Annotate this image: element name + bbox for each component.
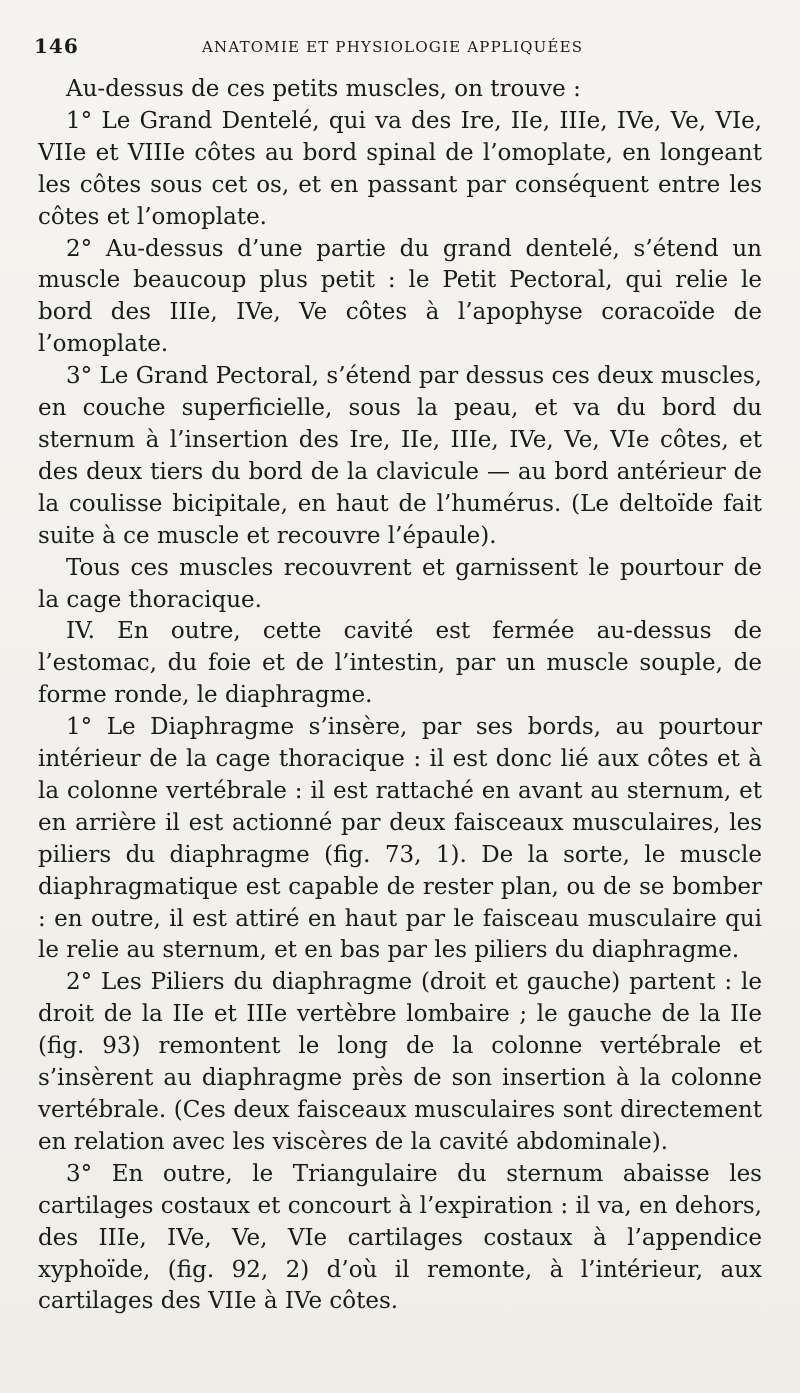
body-text	[38, 74, 762, 1318]
paragraph: 2° Au-dessus d’une partie du grand dentelé, s’étend un muscle beaucoup plus petit : le Petit Pectoral, qui relie le bord des IIIe, IVe, Ve côtes à l’apophyse coracoïde de l’omoplate.	[38, 235, 762, 358]
page-number: 146	[34, 34, 79, 58]
paragraph: IV. En outre, cette cavité est fermée au-dessus de l’estomac, du foie et de l’intestin, par un muscle souple, de forme ronde, le diaphragme.	[38, 618, 762, 709]
paragraph: 3° En outre, le Triangulaire du sternum abaisse les cartilages costaux et concourt à l’expiration : il va, en dehors, des IIIe, IVe, Ve, VIe cartilages costaux à l’appendice xyphoïde, (fig. 92, 2) d’où il remonte, à l’intérieur, aux cartilages des VIIe à IVe côtes.	[38, 1160, 762, 1315]
paragraph: 3° Le Grand Pectoral, s’étend par dessus ces deux muscles, en couche superficielle, sous la peau, et va du bord du sternum à l’insertion des Ire, IIe, IIIe, IVe, Ve, VIe côtes, et des deux tiers du bord de la clavicule — au bord antérieur de la coulisse bicipitale, en haut de l’humérus. (Le deltoïde fait suite à ce muscle et recouvre l’épaule).	[38, 363, 762, 549]
paragraph: Au-dessus de ces petits muscles, on trouve :	[66, 76, 581, 102]
paragraph: 1° Le Diaphragme s’insère, par ses bords, au pourtour intérieur de la cage thoracique : il est donc lié aux côtes et à la colonne vertébrale : il est rattaché en avant au sternum, et en arrière il est actionné par deux faisceaux musculaires, les piliers du diaphragme (fig. 73, 1). De la sorte, le muscle diaphragmatique est capable de rester plan, ou de se bomber : en outre, il est attiré en haut par le faisceau musculaire qui le relie au sternum, et en bas par les piliers du diaphragme.	[38, 714, 762, 964]
running-head: ANATOMIE ET PHYSIOLOGIE APPLIQUÉES	[202, 38, 584, 56]
paragraph: 1° Le Grand Dentelé, qui va des Ire, IIe, IIIe, IVe, Ve, VIe, VIIe et VIIIe côtes au bord spinal de l’omoplate, en longeant les côtes sous cet os, et en passant par conséquent entre les côtes et l’omoplate.	[38, 107, 762, 230]
paragraph: 2° Les Piliers du diaphragme (droit et gauche) partent : le droit de la IIe et IIIe vertèbre lombaire ; le gauche de la IIe (fig. 93) remontent le long de la colonne vertébrale et s’insèrent au diaphragme près de son insertion à la colonne vertébrale. (Ces deux faisceaux musculaires sont directement en relation avec les viscères de la cavité abdominale).	[38, 969, 762, 1155]
page-header	[34, 30, 774, 64]
paragraph: Tous ces muscles recouvrent et garnissent le pourtour de la cage thoracique.	[38, 554, 762, 613]
bleed-through-text	[60, 1228, 760, 1318]
